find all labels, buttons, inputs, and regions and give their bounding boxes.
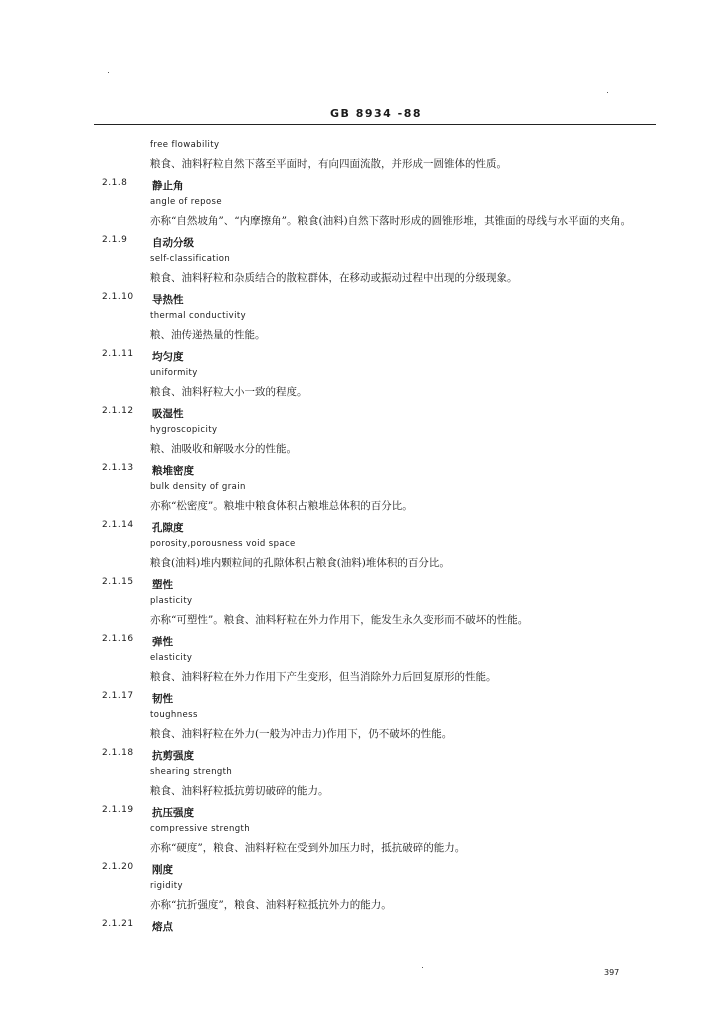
term-definition: 亦称“自然坡角”、“内摩擦角”。粮食(油料)自然下落时形成的圆锥形堆，其锥面的母线与水平面的夹角。 (150, 215, 632, 227)
document-header: GB 8934 -88 (329, 107, 423, 120)
term-entry-2-1-17 (0, 687, 722, 706)
term-entry-2-1-11 (0, 345, 722, 364)
term-definition: 粮食(油料)堆内颗粒间的孔隙体积占粮食(油料)堆体积的百分比。 (150, 557, 450, 569)
term-english: compressive strength (150, 824, 251, 834)
term-entry-2-1-19 (0, 801, 722, 820)
term-entry-2-1-13 (0, 459, 722, 478)
term-definition: 粮、油传递热量的性能。 (150, 329, 266, 341)
term-chinese: 抗剪强度 (152, 750, 194, 762)
term-number: 2.1.13 (102, 463, 134, 473)
term-english: angle of repose (150, 197, 222, 207)
term-number: 2.1.10 (102, 292, 134, 302)
term-english: porosity,porousness void space (150, 539, 296, 549)
term-chinese: 孔隙度 (152, 522, 184, 534)
scan-speck (422, 967, 423, 968)
term-english: thermal conductivity (150, 311, 247, 321)
term-chinese: 吸湿性 (152, 408, 184, 420)
term-entry-2-1-14 (0, 516, 722, 535)
term-english: self-classification (150, 254, 231, 264)
term-definition: 亦称“松密度”。粮堆中粮食体积占粮堆总体积的百分比。 (150, 500, 413, 512)
term-number: 2.1.12 (102, 406, 134, 416)
term-definition: 粮、油吸收和解吸水分的性能。 (150, 443, 297, 455)
term-number: 2.1.11 (102, 349, 134, 359)
term-english: elasticity (150, 653, 193, 663)
term-entry-2-1-10 (0, 288, 722, 307)
term-entry-2-1-18 (0, 744, 722, 763)
page-number: 397 (604, 968, 620, 977)
term-entry-2-1-9 (0, 231, 722, 250)
term-definition: 粮食、油料籽粒和杂质结合的散粒群体，在移动或振动过程中出现的分级现象。 (150, 272, 518, 284)
term-entry-2-1-21 (0, 915, 722, 934)
term-english: toughness (150, 710, 198, 720)
term-definition: 粮食、油料籽粒在外力(一般为冲击力)作用下，仍不破坏的性能。 (150, 728, 453, 740)
scan-speck (108, 72, 109, 73)
term-chinese: 韧性 (152, 693, 173, 705)
term-english: free flowability (150, 140, 220, 150)
term-chinese: 导热性 (152, 294, 184, 306)
term-number: 2.1.17 (102, 691, 134, 701)
term-english: shearing strength (150, 767, 233, 777)
term-chinese: 塑性 (152, 579, 173, 591)
term-definition: 粮食、油料籽粒抵抗剪切破碎的能力。 (150, 785, 329, 797)
term-definition: 粮食、油料籽粒在外力作用下产生变形，但当消除外力后回复原形的性能。 (150, 671, 497, 683)
term-english: bulk density of grain (150, 482, 246, 492)
term-number: 2.1.21 (102, 919, 134, 929)
term-number: 2.1.18 (102, 748, 134, 758)
term-definition: 亦称“硬度”，粮食、油料籽粒在受到外加压力时，抵抗破碎的能力。 (150, 842, 466, 854)
term-chinese: 抗压强度 (152, 807, 194, 819)
term-english: hygroscopicity (150, 425, 218, 435)
document-body (0, 136, 722, 934)
term-entry-2-1-16 (0, 630, 722, 649)
term-number: 2.1.8 (102, 178, 128, 188)
term-chinese: 熔点 (152, 921, 173, 933)
header-rule (94, 124, 656, 125)
term-number: 2.1.9 (102, 235, 128, 245)
term-definition: 粮食、油料籽粒自然下落至平面时，有向四面流散，并形成一圆锥体的性质。 (150, 158, 507, 170)
term-english: plasticity (150, 596, 193, 606)
term-chinese: 自动分级 (152, 237, 194, 249)
term-english: rigidity (150, 881, 183, 891)
term-entry-2-1-8 (0, 174, 722, 193)
term-chinese: 均匀度 (152, 351, 184, 363)
term-number: 2.1.15 (102, 577, 134, 587)
term-chinese: 弹性 (152, 636, 173, 648)
term-chinese: 静止角 (152, 180, 184, 192)
term-number: 2.1.14 (102, 520, 134, 530)
term-chinese: 粮堆密度 (152, 465, 194, 477)
term-entry-2-1-15 (0, 573, 722, 592)
scan-speck (607, 92, 608, 93)
term-number: 2.1.19 (102, 805, 134, 815)
term-entry-2-1-12 (0, 402, 722, 421)
term-definition: 亦称“抗折强度”，粮食、油料籽粒抵抗外力的能力。 (150, 899, 392, 911)
term-definition: 亦称“可塑性”。粮食、油料籽粒在外力作用下，能发生永久变形而不破坏的性能。 (150, 614, 529, 626)
term-chinese: 刚度 (152, 864, 173, 876)
term-english: uniformity (150, 368, 198, 378)
term-definition: 粮食、油料籽粒大小一致的程度。 (150, 386, 308, 398)
term-entry-2-1-20 (0, 858, 722, 877)
term-number: 2.1.20 (102, 862, 134, 872)
term-number: 2.1.16 (102, 634, 134, 644)
